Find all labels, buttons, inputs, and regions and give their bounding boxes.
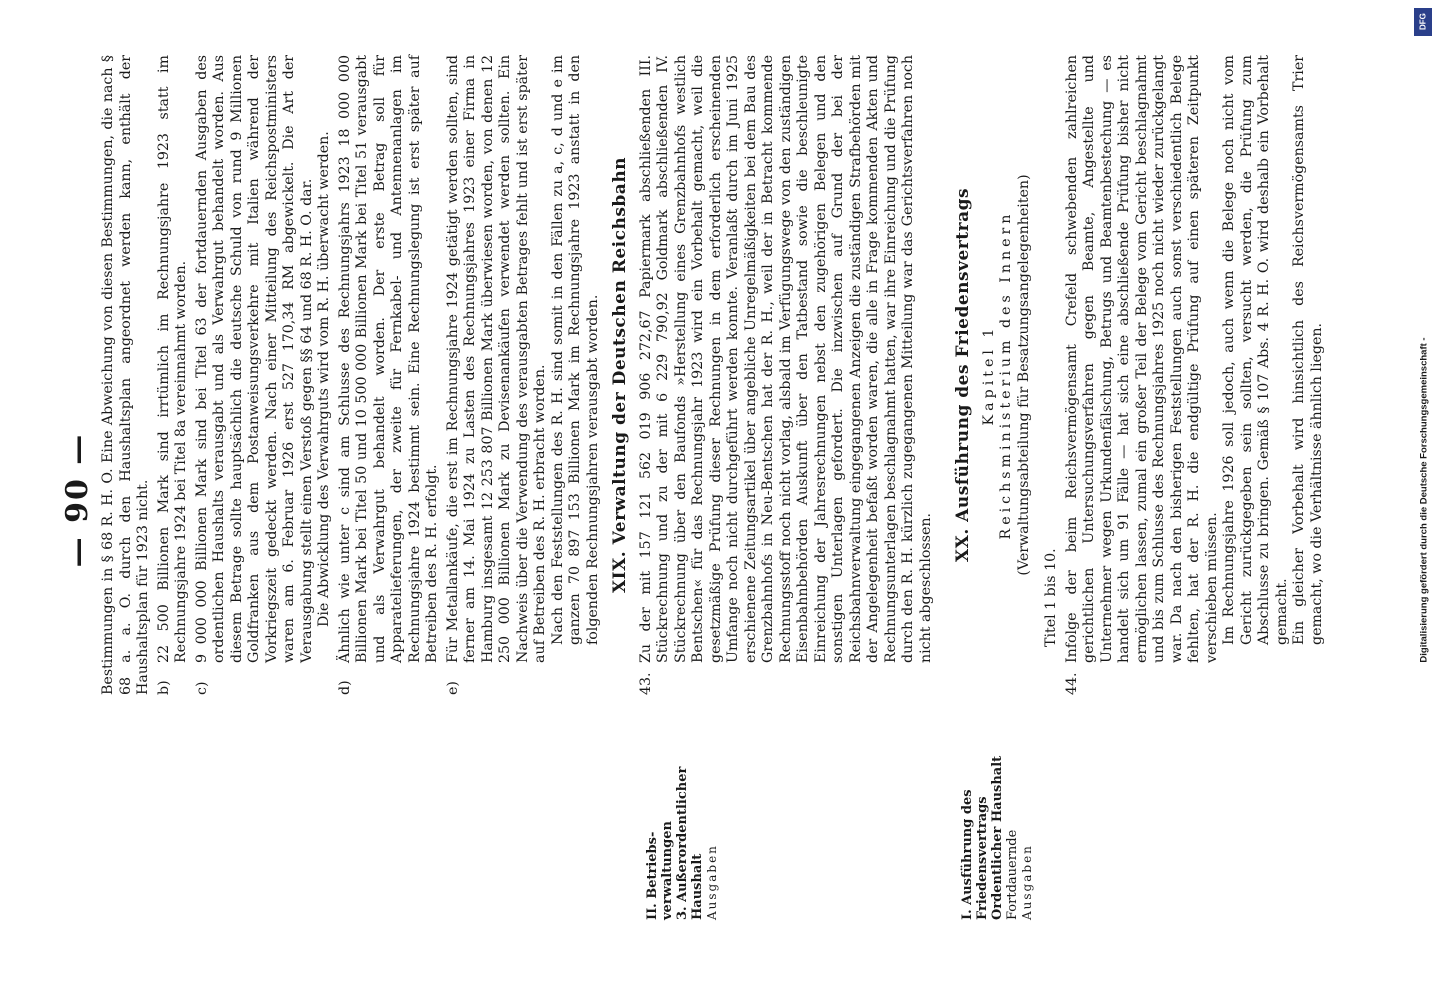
department-heading: (Verwaltungsabteilung für Besatzungsangelegenheiten) <box>1015 174 1032 576</box>
item-label: e) <box>444 681 461 695</box>
margin-note-line: I. Ausführung des <box>960 789 975 920</box>
main-text-column <box>100 55 1326 695</box>
item-label: b) <box>155 680 172 695</box>
item-label: c) <box>193 681 210 695</box>
paragraph-text <box>638 55 936 663</box>
list-item-c <box>194 55 334 695</box>
item-label: d) <box>336 680 353 695</box>
paragraph-text <box>1064 55 1327 663</box>
item-text-cont: Die Abwicklung des Verwahrguts wird vom R. H. überwacht werden. <box>316 131 332 627</box>
margin-note-line: Friedensvertrags <box>975 796 990 920</box>
page-number: — 90 — <box>60 432 95 568</box>
margin-note-betriebsverwaltungen <box>645 690 720 920</box>
list-item-d <box>337 55 442 695</box>
item-text: Ähnlich wie unter c sind am Schlusse des Rechnungsjahrs 1923 18 000 000 Billionen Mark bei Titel 50 und 10 500 000 Billionen Mark bei Titel 51 verausgabt und als Verwahrgut behandelt worden. Der erste Betrag soll für Apparatelieferungen, der zweite für Fernkabel- und Antennenanlagen im Rechnungsjahre 1924 bestimmt sein. Eine Rechnungslegung ist erst später auf Betreiben des R. H. erfolgt. <box>336 55 440 663</box>
chapter-heading: Kapitel 1 <box>980 324 997 426</box>
margin-note-line: Ordentlicher Haushalt <box>990 755 1005 920</box>
item-text: 22 500 Billionen Mark sind irrtümlich im Rechnungsjahre 1923 statt im Rechnungsjahre 1924 bei Titel 8a vereinnahmt worden. <box>155 55 189 663</box>
item-text <box>194 55 334 663</box>
digitization-notice: Digitalisierung gefördert durch die Deutsche Forschungsgemeinschaft - <box>1418 337 1430 663</box>
margin-note-line: verwaltungen <box>660 821 675 920</box>
paragraph-cont: Ein gleicher Vorbehalt wird hinsichtlich des Reichsvermögensamts Trier gemacht, wo die Verhältnisse ähnlich liegen. <box>1291 55 1325 645</box>
paragraph-cont: Im Rechnungsjahre 1926 soll jedoch, auch wenn die Belege noch nicht vom Gericht zurückgegeben sein sollten, versucht werden, die Prüfung zum Abschlusse zu bringen. Gemäß § 107 Abs. 4 R. H. O. wird deshalb ein Vorbehalt gemacht. <box>1221 55 1290 645</box>
section-heading-xix: XIX. Verwaltung der Deutschen Reichsbahn <box>610 156 630 594</box>
ministry-heading: Reichsministerium des Innern <box>998 210 1014 540</box>
list-item-b <box>156 55 191 695</box>
margin-note-line: II. Betriebs- <box>645 831 660 920</box>
margin-note-line: 3. Außerordentlicher <box>675 766 690 920</box>
paragraph-main: Zu der mit 157 121 562 019 906 272,67 Papiermark abschließenden III. Stückrechnung und zu der mit 6 229 790,92 Goldmark abschließenden IV. Stückrechnung über den Baufonds »Herstellung eines Grenzbahnhofs westlich Bentschen« für das Rechnungsjahr 1923 wird ein Vorbehalt gemacht, weil die gesetzmäßige Prüfung dieser Rechnungen in dem erforderlich erscheinenden Umfange noch nicht durchgeführt werden konnte. Veranlaßt durch im Juni 1925 erschienene Zeitungsartikel über angebliche Unregelmäßigkeiten bei dem Bau des Grenzbahnhofs in Neu-Bentschen hat der R. H., weil der in Betracht kommende Rechnungsstoff noch nicht vorlag, alsbald im Verfügungswege von den zuständigen Eisenbahnbehörden Auskunft über den Tatbestand sowie die beschleunigte Einreichung der Jahresrechnungen nebst den zugehörigen Belegen und den sonstigen Unterlagen gefordert. Die inzwischen auf Grund der bei der Reichsbahnverwaltung eingegangenen Anzeigen die zuständigen Strafbehörden mit der Angelegenheit befaßt worden waren, die alle in Frage kommenden Akten und Rechnungsunterlagen beschlagnahmt hatten, war ihre Einreichung und die Prüfung durch den R. H. kürzlich zugegangenen Mitteilung war das Gerichtsverfahren noch nicht abgeschlossen. <box>637 55 934 663</box>
paragraph-43 <box>638 55 936 695</box>
list-item-e <box>445 55 603 695</box>
item-text-cont: Nach den Feststellungen des R. H. sind somit in den Fällen zu a, c, d und e im ganzen 70 897 153 Billionen Mark im Rechnungsjahre 1923 anstatt in den folgenden Rechnungsjahren verausgabt worden. <box>549 55 601 645</box>
paragraph-44 <box>1064 55 1327 695</box>
margin-note-line: Ausgaben <box>1020 844 1034 920</box>
margin-note-line: Ausgaben <box>705 844 719 920</box>
dfg-logo: DFG <box>1414 8 1432 36</box>
paragraph-main: Infolge der beim Reichsvermögensamt Crefeld schwebenden zahlreichen gerichtlichen Untersuchungsverfahren gegen Beamte, Angestellte und Unternehmer wegen Urkundenfälschung, Betrugs und Beamtenbestechung — es handelt sich um 91 Fälle — hat sich eine abschließende Prüfung bisher nicht ermöglichen lassen, zumal ein großer Teil der Belege vom Gericht beschlagnahmt und bis zum Schlusse des Rechnungsjahres 1925 noch nicht wieder zurückgelangt war. Da nach den bisherigen Feststellungen auch sonst verschiedentlich Belege fehlten, hat der R. H. die endgültige Prüfung auf einen späteren Zeitpunkt verschieben müssen. <box>1063 55 1220 663</box>
item-text <box>445 55 603 663</box>
item-text-main: 9 000 000 Billionen Mark sind bei Titel 63 der fortdauernden Ausgaben des ordentlichen Haushalts verausgabt und als Verwahrgut behandelt worden. Aus diesem Betrage sollte hauptsächlich die deutsche Schuld von rund 9 Millionen Goldfranken aus dem Postanweisungsverkehre mit Italien während der Vorkriegszeit gedeckt werden. Nach einer Mitteilung des Reichspostministers waren am 6. Februar 1926 erst 527 170,34 RM abgewickelt. Die Art der Verausgabung stellt einen Verstoß gegen §§ 64 und 68 R. H. O. dar. <box>193 55 315 663</box>
paragraph: Bestimmungen in § 68 R. H. O. Eine Abweichung von diesen Bestimmungen, die nach § 68 a. a. O. durch den Haushaltsplan angeordnet werden kann, enthält der Haushaltsplan für 1923 nicht. <box>100 55 151 695</box>
margin-note-line: Fortdauernde <box>1005 829 1020 920</box>
title-range: Titel 1 bis 10. <box>1043 548 1059 647</box>
item-text-main: Für Metallankäufe, die erst im Rechnungsjahre 1924 getätigt werden sollten, sind ferner am 14. Mai 1924 zu Lasten des Rechnungsjahres 1923 einer Firma in Hamburg insgesamt 12 253 807 Billionen Mark überwiesen worden, von denen 12 250 000 Billionen Mark zu Devisenankäufen verwendet werden sollten. Ein Nachweis über die Verwendung des verausgabten Betrages fehlt und ist erst später auf Betreiben des R. H. erbracht worden. <box>444 55 548 663</box>
paragraph-number: 43. <box>637 672 654 695</box>
section-heading-xx: XX. Ausführung des Friedensvertrags <box>953 187 973 563</box>
margin-note-line: Haushalt <box>690 853 705 920</box>
paragraph-number: 44. <box>1063 672 1080 695</box>
margin-note-friedensvertrag <box>960 690 1035 920</box>
